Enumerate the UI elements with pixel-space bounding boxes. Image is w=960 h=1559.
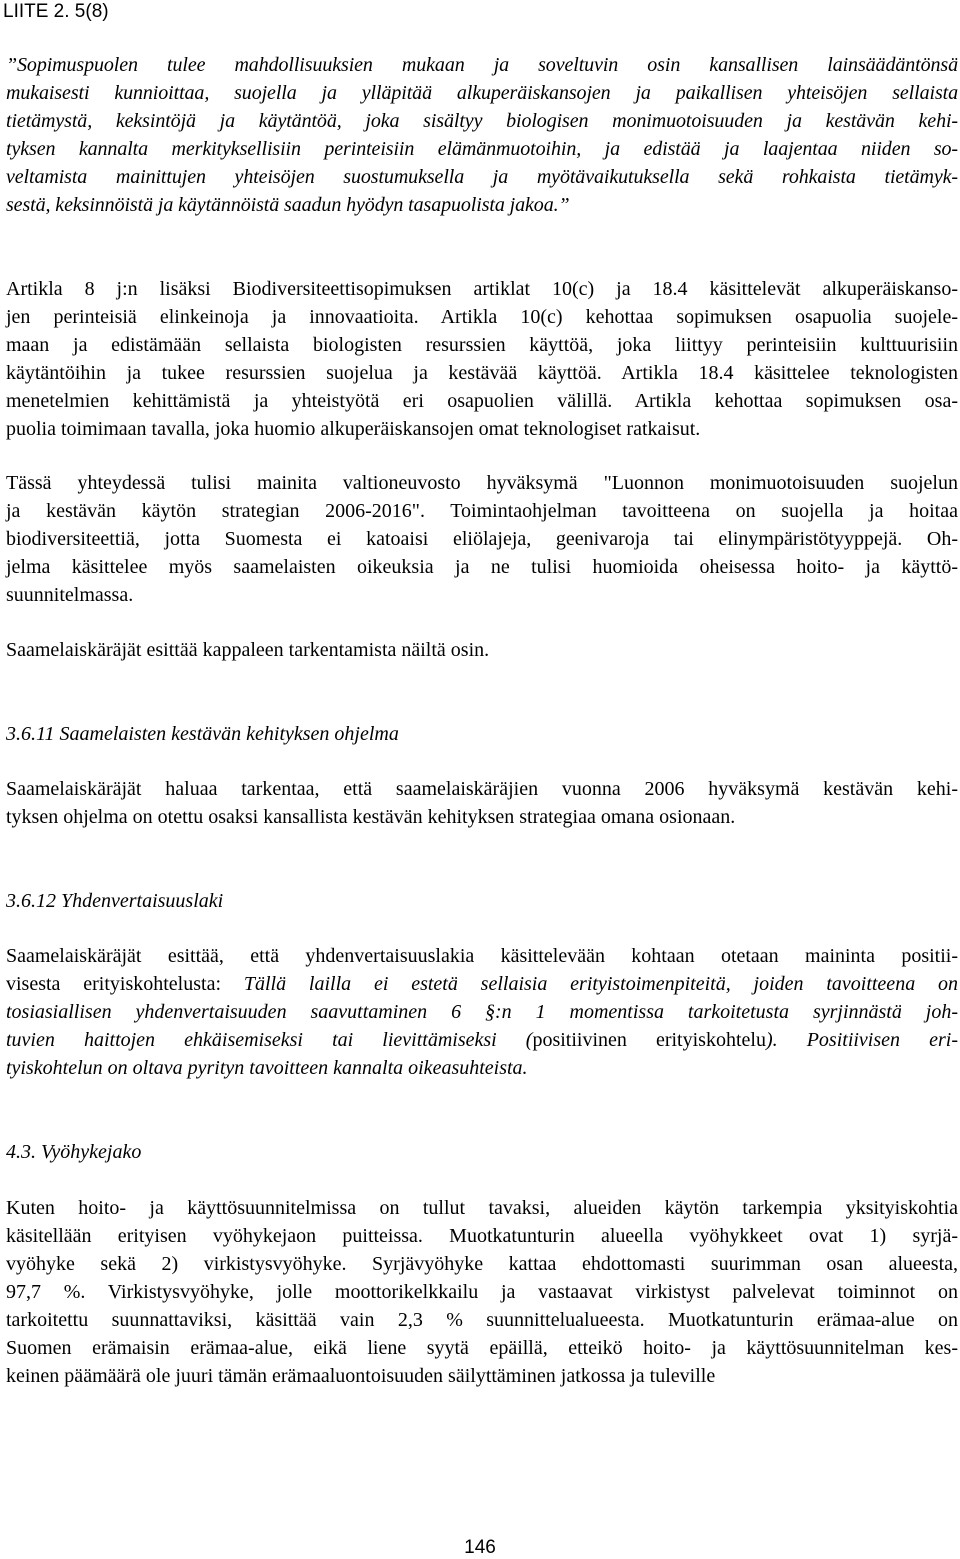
section-heading: 4.3. Vyöhykejako	[6, 1141, 142, 1163]
quote-line: tyksen kannalta merkityksellisiin perinteisiin elämänmuotoihin, ja edistää ja laajentaa niiden so-	[6, 138, 958, 160]
paragraph-line: maan ja edistämään sellaista biologisten resurssien käyttöä, joka liittyy perinteisiin kulttuurisiin	[6, 334, 958, 356]
quote-line: sestä, keksinnöistä ja käytännöistä saadun hyödyn tasapuolista jakoa.”	[6, 194, 570, 216]
section-heading: 3.6.11 Saamelaisten kestävän kehityksen ohjelma	[6, 723, 399, 745]
paragraph-line: menetelmien kehittämistä ja yhteistyötä eri osapuolien välillä. Artikla kehottaa sopimuksen osa-	[6, 390, 958, 412]
section-body-3-6-11	[6, 775, 958, 831]
section-heading: 3.6.12 Yhdenvertaisuuslaki	[6, 890, 224, 912]
paragraph-line: käsitellään erityisen vyöhykejaon puitteissa. Muotkatunturin alueella vyöhykkeet ovat 1) syrjä-	[6, 1225, 958, 1247]
section-heading-4-3	[6, 1138, 958, 1166]
paragraph-line: puolia toimimaan tavalla, joka huomio alkuperäiskansojen omat teknologiset ratkaisut.	[6, 418, 701, 440]
paragraph-line	[6, 970, 958, 998]
italic-text: ). Positiivisen eri-	[765, 1029, 958, 1051]
paragraph-line: Saamelaiskäräjät haluaa tarkentaa, että saamelaiskäräjien vuonna 2006 hyväksymä kestävän kehi-	[6, 778, 958, 800]
paragraph-line	[6, 1026, 958, 1054]
section-body-3-6-12	[6, 942, 958, 1082]
quote-line: ”Sopimuspuolen tulee mahdollisuuksien mukaan ja soveltuvin osin kansallisen lainsäädäntönsä	[6, 54, 958, 76]
paragraph-tarkentamista	[6, 636, 958, 664]
paragraph-line: Kuten hoito- ja käyttösuunnitelmissa on tullut tavaksi, alueiden käytön tarkempia yksityiskohtia	[6, 1197, 958, 1219]
italic-text: tuvien haittojen ehkäisemiseksi tai lievittämiseksi (	[6, 1029, 533, 1051]
italic-text: Tällä lailla ei estetä sellaisia erityistoimenpiteitä, joiden tavoitteena on	[243, 973, 959, 995]
treaty-quote	[6, 51, 958, 219]
paragraph-line: Artikla 8 j:n lisäksi Biodiversiteettisopimuksen artiklat 10(c) ja 18.4 käsittelevät alkuperäiskanso-	[6, 278, 958, 300]
paragraph-line: Saamelaiskäräjät esittää, että yhdenvertaisuuslakia käsittelevään kohtaan otetaan maininta positii-	[6, 945, 958, 967]
paragraph-line: jelma käsittelee myös saamelaisten oikeuksia ja ne tulisi huomioida oheisessa hoito- ja käyttö-	[6, 556, 958, 578]
page-number: 146	[464, 1537, 496, 1558]
paragraph-line: biodiversiteettiä, jotta Suomesta ei katoaisi eliölajeja, geenivaroja tai elinympäristötyyppejä. Oh-	[6, 528, 958, 550]
paragraph-line: ja kestävän käytön strategian 2006-2016". Toimintaohjelman tavoitteena on suojella ja hoitaa	[6, 500, 958, 522]
section-body-4-3	[6, 1194, 958, 1390]
paragraph-line: Tässä yhteydessä tulisi mainita valtioneuvosto hyväksymä "Luonnon monimuotoisuuden suojelun	[6, 472, 958, 494]
page-header: LIITE 2. 5(8)	[3, 1, 109, 22]
paragraph-line: Saamelaiskäräjät esittää kappaleen tarkentamista näiltä osin.	[6, 639, 490, 661]
paragraph-line: Suomen erämaisin erämaa-alue, eikä liene syytä epäillä, etteikö hoito- ja käyttösuunnitelman kes-	[6, 1337, 958, 1359]
paragraph-strategia	[6, 469, 958, 609]
quote-line: tietämystä, keksintöjä ja käytäntöä, joka sisältyy biologisen monimuotoisuuden ja kestävän kehi-	[6, 110, 958, 132]
section-heading-3-6-11	[6, 720, 958, 748]
paragraph-line: suunnitelmassa.	[6, 584, 134, 606]
normal-text: visesta erityiskohtelusta:	[6, 973, 244, 995]
quote-line: veltamista mainittujen yhteisöjen suostumuksella ja myötävaikutuksella sekä rohkaista tietämyk-	[6, 166, 958, 188]
paragraph-artikla	[6, 275, 958, 443]
paragraph-line: keinen päämäärä ole juuri tämän erämaaluontoisuuden säilyttäminen jatkossa ja tuleville	[6, 1365, 716, 1387]
paragraph-line: vyöhyke sekä 2) virkistysvyöhyke. Syrjävyöhyke kattaa ehdottomasti suurimman osan alueesta,	[6, 1253, 958, 1275]
paragraph-line: tyksen ohjelma on otettu osaksi kansallista kestävän kehityksen strategiaa omana osionaan.	[6, 806, 736, 828]
quote-line: mukaisesti kunnioittaa, suojella ja ylläpitää alkuperäiskansojen ja paikallisen yhteisöjen sellaista	[6, 82, 958, 104]
paragraph-line: 97,7 %. Virkistysvyöhyke, jolle moottorikelkkailu ja vastaavat virkistyst palvelevat toiminnot on	[6, 1281, 958, 1303]
paragraph-line: tarkoitettu suunnattaviksi, käsittää vain 2,3 % suunnittelualueesta. Muotkatunturin erämaa-alue on	[6, 1309, 958, 1331]
paragraph-line: tyiskohtelun on oltava pyrityn tavoitteen kannalta oikeasuhteista.	[6, 1057, 528, 1079]
section-heading-3-6-12	[6, 887, 958, 915]
normal-text: positiivinen erityiskohtelu	[532, 1029, 766, 1051]
paragraph-line: jen perinteisiä elinkeinoja ja innovaatioita. Artikla 10(c) kehottaa sopimuksen osapuolia suojele-	[6, 306, 958, 328]
paragraph-line: käytäntöihin ja tukee resurssien suojelua ja kestävää käyttöä. Artikla 18.4 käsittelee teknologisten	[6, 362, 958, 384]
paragraph-line: tosiasiallisen yhdenvertaisuuden saavuttaminen 6 §:n 1 momentissa tarkoitetusta syrjinnästä joh-	[6, 1001, 958, 1023]
